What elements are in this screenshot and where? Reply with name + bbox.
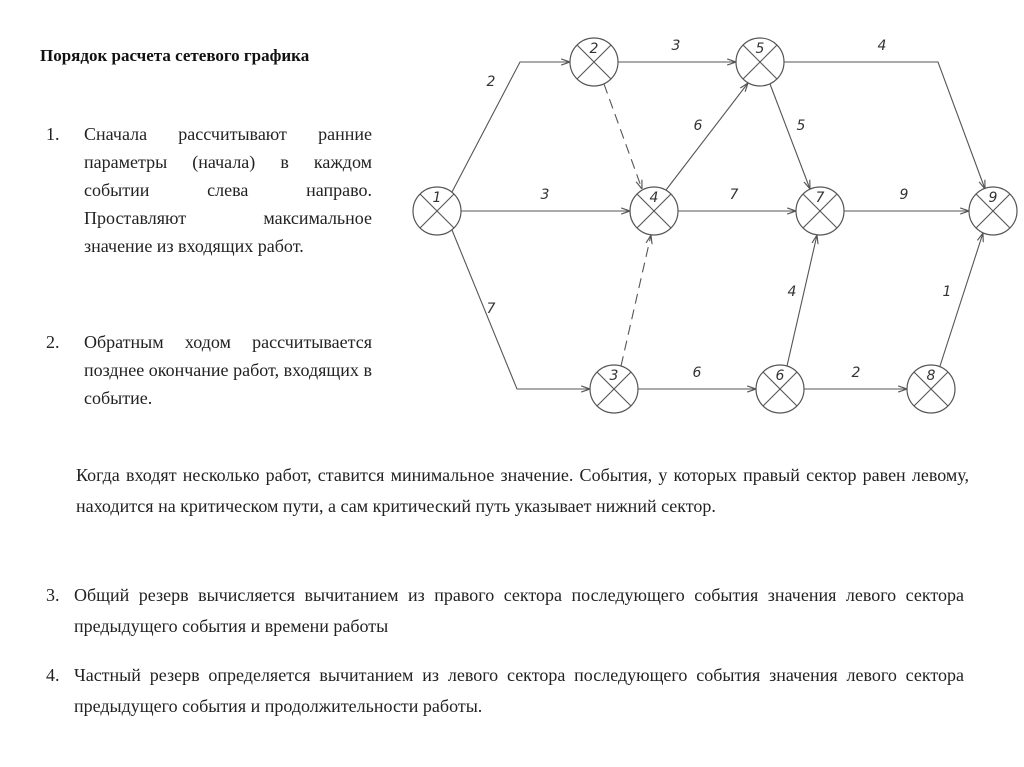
event-node-1 bbox=[413, 187, 461, 235]
note-paragraph: Когда входят несколько работ, ставится минимальное значение. События, у которых правый сектор равен левому, находится на критическом пути, а сам критический путь указывает нижний сектор. bbox=[76, 465, 969, 516]
node-number: 2 bbox=[589, 41, 599, 57]
edge-label-5-7: 5 bbox=[796, 118, 806, 134]
event-node-3 bbox=[590, 365, 638, 413]
step-text: Общий резерв вычисляется вычитанием из правого сектора последующего события значения левого сектора предыдущего события и времени работы bbox=[74, 585, 964, 636]
edge-2-4-dummy bbox=[604, 84, 642, 189]
step-text: Сначала рассчитывают ранние параметры (начала) в каждом событии слева направо. Проставляют максимальное значение из входящих работ. bbox=[84, 124, 372, 256]
step-number: 3. bbox=[46, 585, 60, 605]
node-number: 9 bbox=[988, 190, 998, 206]
edge-4-5 bbox=[666, 83, 748, 190]
node-number: 3 bbox=[609, 368, 619, 384]
page-title: Порядок расчета сетевого графика bbox=[40, 46, 310, 65]
event-node-6 bbox=[756, 365, 804, 413]
edge-label-5-9: 4 bbox=[877, 38, 887, 54]
node-number: 4 bbox=[649, 190, 659, 206]
edge-label-1-2: 2 bbox=[486, 74, 496, 90]
event-node-5 bbox=[736, 38, 784, 86]
edge-1-3 bbox=[452, 230, 590, 389]
edge-label-1-3: 7 bbox=[486, 301, 496, 317]
step-text: Частный резерв определяется вычитанием из левого сектора последующего события значения левого сектора предыдущего события и продолжительности работы. bbox=[74, 665, 964, 716]
edge-1-2 bbox=[452, 62, 570, 192]
event-node-8 bbox=[907, 365, 955, 413]
event-node-7 bbox=[796, 187, 844, 235]
edge-label-8-9: 1 bbox=[942, 284, 952, 300]
node-number: 5 bbox=[755, 41, 765, 57]
edge-label-6-8: 2 bbox=[851, 365, 861, 381]
edge-label-4-7: 7 bbox=[729, 187, 739, 203]
edge-labels-layer bbox=[487, 38, 952, 381]
event-node-9 bbox=[969, 187, 1017, 235]
step-number: 4. bbox=[46, 665, 60, 685]
edge-label-2-5: 3 bbox=[671, 38, 681, 54]
step-text: Обратным ходом рассчитывается позднее окончание работ, входящих в событие. bbox=[84, 332, 372, 408]
edges-layer bbox=[452, 62, 985, 389]
step-number: 2. bbox=[46, 332, 60, 352]
edge-label-4-5: 6 bbox=[693, 118, 703, 134]
edge-label-1-4: 3 bbox=[540, 187, 550, 203]
node-number: 8 bbox=[926, 368, 936, 384]
event-node-2 bbox=[570, 38, 618, 86]
node-number: 7 bbox=[815, 190, 825, 206]
edge-label-3-6: 6 bbox=[692, 365, 702, 381]
node-number: 6 bbox=[775, 368, 785, 384]
edge-5-7 bbox=[770, 84, 810, 189]
event-node-4 bbox=[630, 187, 678, 235]
edge-label-6-7: 4 bbox=[787, 284, 797, 300]
edge-3-4-dummy bbox=[621, 235, 651, 366]
edge-label-7-9: 9 bbox=[899, 187, 909, 203]
edge-5-9 bbox=[784, 62, 985, 189]
node-number: 1 bbox=[432, 190, 442, 206]
step-number: 1. bbox=[46, 124, 60, 144]
edge-6-7 bbox=[787, 235, 817, 366]
